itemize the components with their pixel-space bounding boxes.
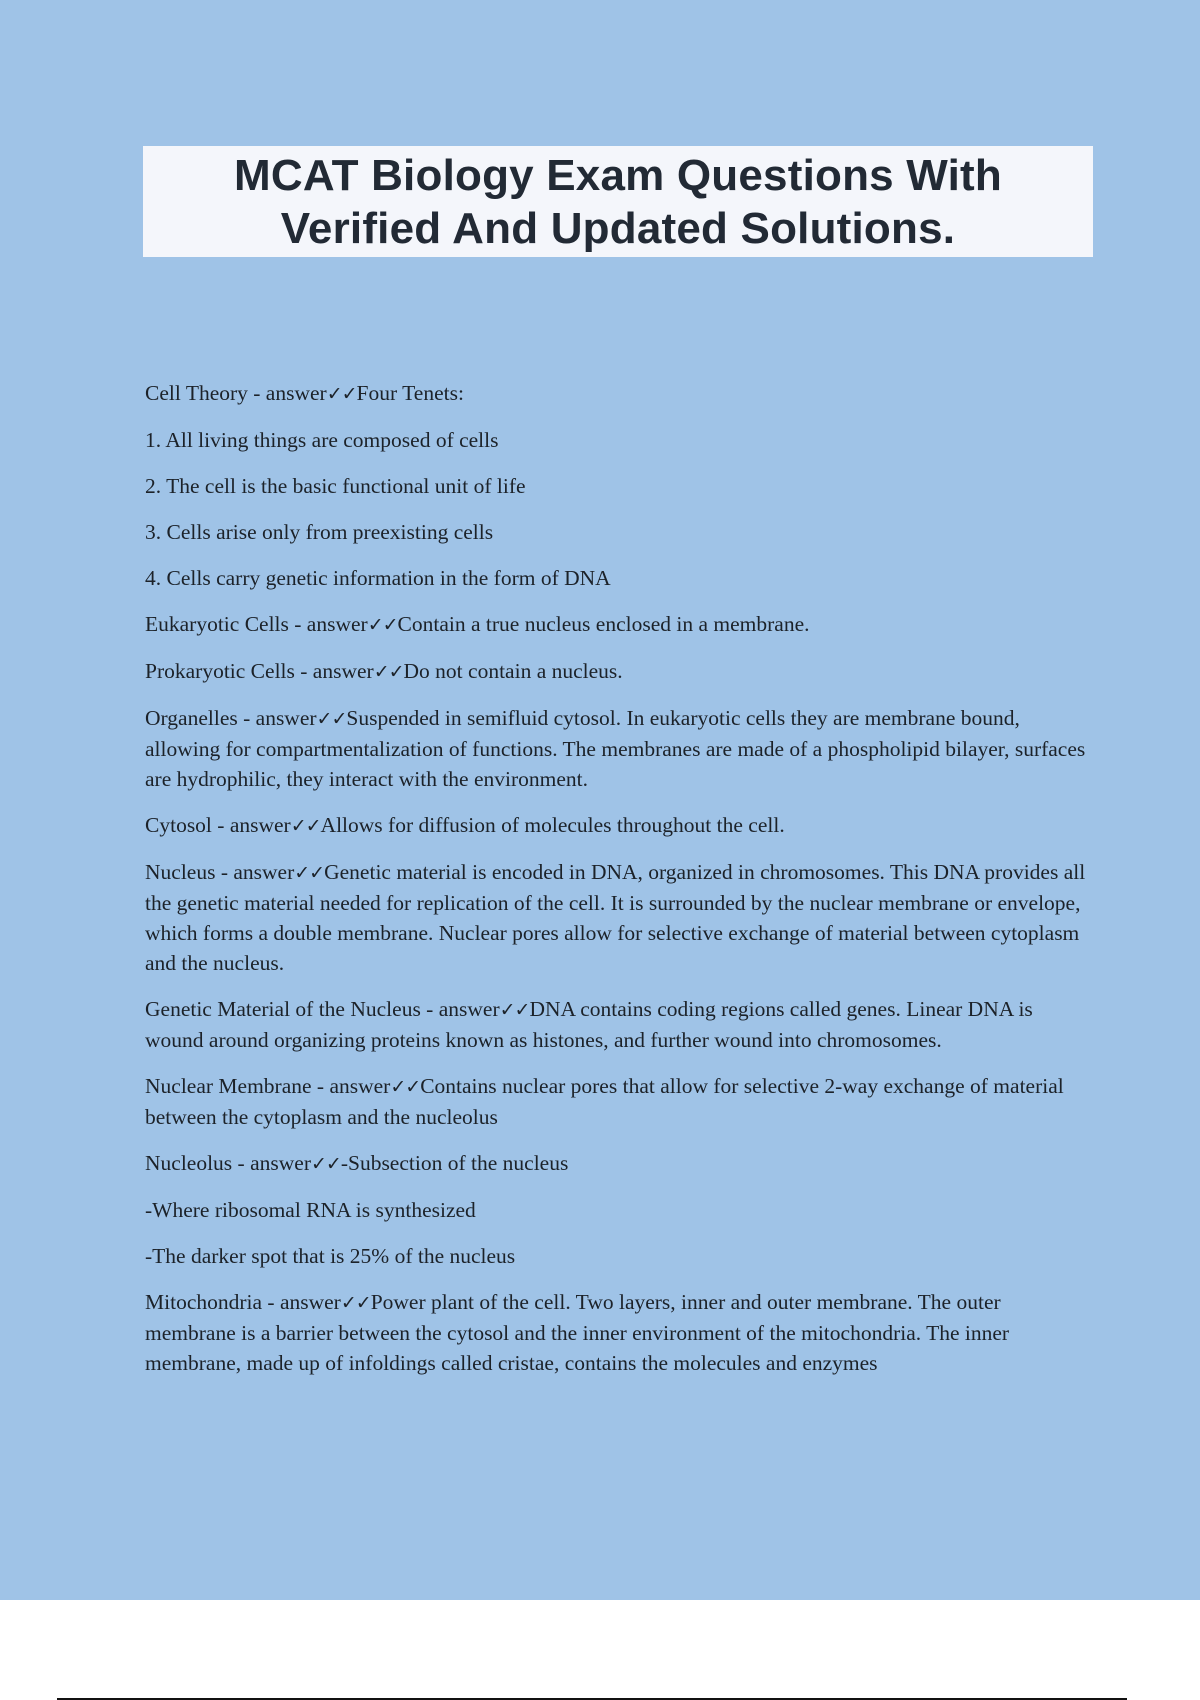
entry-answer: Four Tenets: — [356, 381, 464, 405]
checkmark-icon: ✓✓ — [326, 383, 357, 405]
list-item: -The darker spot that is 25% of the nucleus — [145, 1244, 516, 1268]
entry-eukaryotic-cells — [145, 609, 1090, 640]
list-item: 1. All living things are composed of cells — [145, 428, 499, 452]
entry-organelles — [145, 703, 1090, 794]
entry-answer: Contain a true nucleus enclosed in a membrane. — [397, 612, 810, 636]
entry-nuclear-membrane — [145, 1071, 1090, 1132]
entry-term: Nucleolus - answer — [145, 1151, 311, 1175]
entry-nucleus — [145, 857, 1090, 978]
checkmark-icon: ✓✓ — [373, 661, 404, 683]
entry-answer: Allows for diffusion of molecules throughout the cell. — [320, 813, 785, 837]
page-title-line-2: Verified And Updated Solutions. — [280, 203, 956, 253]
entry-term: Organelles - answer — [145, 706, 317, 730]
checkmark-icon: ✓✓ — [310, 1153, 341, 1175]
entry-term: Genetic Material of the Nucleus - answer — [145, 997, 500, 1021]
entry-answer: Do not contain a nucleus. — [403, 659, 623, 683]
checkmark-icon: ✓✓ — [499, 999, 530, 1021]
entry-term: Nuclear Membrane - answer — [145, 1074, 391, 1098]
checkmark-icon: ✓✓ — [316, 708, 347, 730]
list-item: 3. Cells arise only from preexisting cells — [145, 520, 494, 544]
entry-term: Eukaryotic Cells - answer — [145, 612, 368, 636]
entry-nucleolus — [145, 1148, 1090, 1179]
entry-answer: DNA contains coding regions called genes. Linear DNA is wound around organizing proteins known as histones, and further wound into chromosomes. — [145, 997, 1033, 1052]
entry-term: Cell Theory - answer — [145, 381, 327, 405]
entry-cell-theory — [145, 378, 1090, 409]
entry-answer: -Subsection of the nucleus — [340, 1151, 569, 1175]
checkmark-icon: ✓✓ — [390, 1076, 421, 1098]
entry-prokaryotic-cells — [145, 656, 1090, 687]
page-title-line-1: MCAT Biology Exam Questions With — [234, 150, 1002, 200]
entry-cytosol — [145, 810, 1090, 841]
entry-term: Mitochondria - answer — [145, 1290, 341, 1314]
list-item: 4. Cells carry genetic information in the form of DNA — [145, 566, 611, 590]
entry-answer: Contains nuclear pores that allow for selective 2-way exchange of material between the cytoplasm and the nucleolus — [145, 1074, 1064, 1129]
checkmark-icon: ✓✓ — [294, 862, 325, 884]
document-body — [145, 378, 1090, 1394]
entry-term: Prokaryotic Cells - answer — [145, 659, 374, 683]
checkmark-icon: ✓✓ — [340, 1292, 371, 1314]
title-box — [143, 146, 1093, 257]
list-item: -Where ribosomal RNA is synthesized — [145, 1198, 476, 1222]
entry-term: Cytosol - answer — [145, 813, 291, 837]
checkmark-icon: ✓✓ — [290, 815, 321, 837]
entry-genetic-material — [145, 994, 1090, 1055]
entry-term: Nucleus - answer — [145, 860, 295, 884]
entry-answer: Suspended in semifluid cytosol. In eukaryotic cells they are membrane bound, allowing for compartmentalization of functions. The membranes are made of a phospholipid bilayer, surfaces are hydrophilic, they interact with the environment. — [145, 706, 1086, 791]
entry-mitochondria — [145, 1287, 1090, 1378]
entry-answer: Power plant of the cell. Two layers, inner and outer membrane. The outer membrane is a barrier between the cytosol and the inner environment of the mitochondria. The inner membrane, made up of infoldings called cristae, contains the molecules and enzymes — [145, 1290, 1010, 1375]
list-item: 2. The cell is the basic functional unit of life — [145, 474, 526, 498]
checkmark-icon: ✓✓ — [367, 614, 398, 636]
entry-answer: Genetic material is encoded in DNA, organized in chromosomes. This DNA provides all the genetic material needed for replication of the cell. It is surrounded by the nuclear membrane or envelope, which forms a double membrane. Nuclear pores allow for selective exchange of material between cytoplasm and the nucleus. — [145, 860, 1086, 975]
